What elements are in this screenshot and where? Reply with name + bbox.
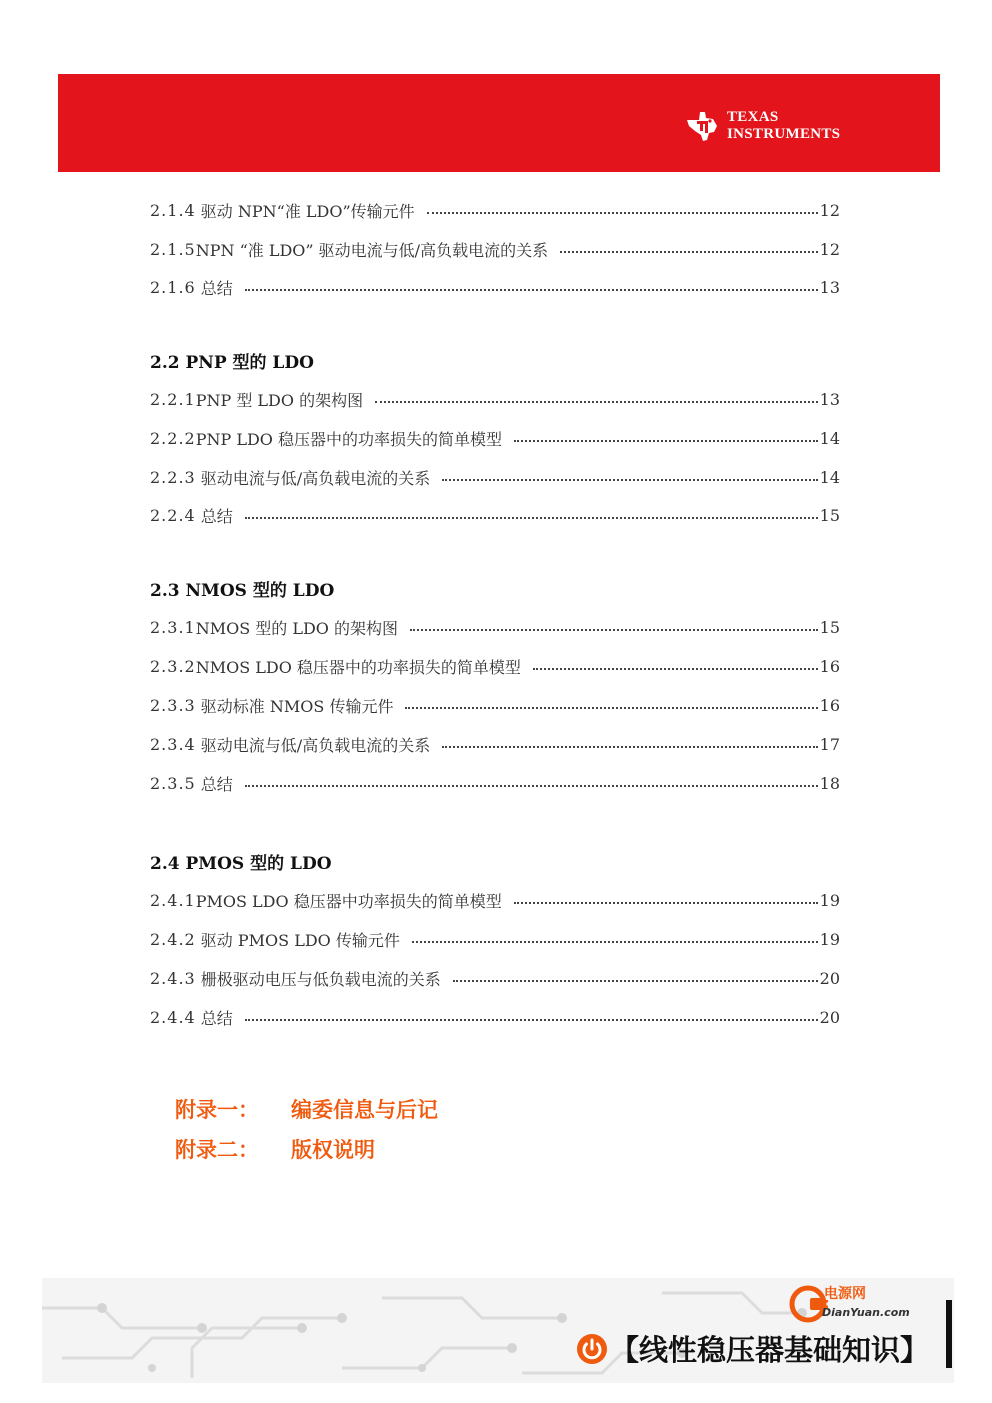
toc-number: 2.2.4 [150,505,196,525]
appendix-title: 编委信息与后记 [291,1098,438,1122]
toc-entry[interactable] [150,654,840,678]
toc-title: 栅极驱动电压与低负载电流的关系 [195,969,441,989]
toc-title: 总结 [195,774,233,794]
toc-entry[interactable] [150,732,840,756]
toc-page: 18 [819,773,840,793]
toc-leader [245,1017,818,1021]
toc-number: 2.1.5 [150,239,196,259]
toc-page: 14 [819,467,840,487]
toc-entry[interactable] [150,927,840,951]
toc-leader [453,978,818,982]
ti-logo-text [727,109,840,143]
toc-title: 总结 [195,278,233,298]
toc-title: 总结 [195,1008,233,1028]
toc-leader [410,627,818,631]
toc-number: 2.2.1 [150,389,196,409]
toc-number: 2.4.2 [150,929,196,949]
toc-entry[interactable] [150,198,840,222]
footer-divider [946,1300,952,1368]
toc-entry[interactable] [150,693,840,717]
ti-logo [683,104,853,148]
toc-number: 2.1.6 [150,277,196,297]
footer-title: 【线性稳压器基础知识】 [610,1333,930,1367]
toc-title: NPN “准 LDO” 驱动电流与低/高负载电流的关系 [195,240,549,260]
toc-leader [405,705,817,709]
toc-page: 16 [819,656,840,676]
toc-entry[interactable] [150,275,840,299]
toc-leader [514,438,818,442]
toc-number: 2.3.2 [150,656,196,676]
toc-page: 16 [819,695,840,715]
toc-entry[interactable] [150,426,840,450]
appendix-2[interactable] [175,1134,375,1164]
toc-entry[interactable] [150,888,840,912]
toc-page: 20 [819,968,840,988]
toc-title: PNP 型 LDO 的架构图 [195,390,364,410]
toc-title: NMOS LDO 稳压器中的功率损失的简单模型 [195,657,521,677]
toc-leader [245,287,818,291]
toc-page: 13 [819,277,840,297]
toc-number: 2.2.3 [150,467,196,487]
toc-title: 驱动 PMOS LDO 传输元件 [195,930,400,950]
toc-leader [245,783,818,787]
toc-number: 2.4.1 [150,890,196,910]
brand-name-en: DianYuan.com [822,1306,910,1319]
toc-entry[interactable] [150,966,840,990]
toc-title: 驱动电流与低/高负载电流的关系 [195,735,431,755]
toc-leader [442,744,817,748]
toc-page: 19 [819,929,840,949]
toc-leader [412,939,818,943]
toc-leader [442,477,817,481]
brand-name-cn: 电源网 [824,1286,866,1302]
toc-leader [560,249,818,253]
toc-title: PNP LDO 稳压器中的功率损失的简单模型 [195,429,502,449]
logo-line1: TEXAS [727,109,779,125]
section-heading-2-2[interactable]: 2.2 PNP 型的 LDO [150,353,314,373]
toc-page: 20 [819,1007,840,1027]
toc-page: 13 [819,389,840,409]
toc-number: 2.3.3 [150,695,196,715]
toc-entry[interactable] [150,1005,840,1029]
toc-leader [375,399,818,403]
appendix-label: 附录一： [175,1098,259,1122]
toc-page: 12 [819,200,840,220]
toc-title: PMOS LDO 稳压器中功率损失的简单模型 [195,891,502,911]
toc-title: 驱动标准 NMOS 传输元件 [195,696,394,716]
appendix-label: 附录二： [175,1138,259,1162]
toc-page: 17 [819,734,840,754]
power-icon [576,1333,608,1365]
toc-title: NMOS 型的 LDO 的架构图 [195,618,399,638]
toc-page: 15 [819,505,840,525]
ti-logo-icon [683,106,723,146]
toc-entry[interactable] [150,615,840,639]
toc-entry[interactable] [150,237,840,261]
toc-entry[interactable] [150,387,840,411]
toc-leader [514,900,818,904]
toc-leader [245,515,818,519]
toc-page: 19 [819,890,840,910]
toc-number: 2.2.2 [150,428,196,448]
toc-leader [427,210,818,214]
toc-number: 2.3.4 [150,734,196,754]
toc-page: 15 [819,617,840,637]
toc-number: 2.4.3 [150,968,196,988]
toc-number: 2.1.4 [150,200,196,220]
logo-line2: INSTRUMENTS [727,126,841,142]
toc-leader [533,666,818,670]
toc-number: 2.3.1 [150,617,196,637]
toc-page: 12 [819,239,840,259]
toc-title: 驱动 NPN“准 LDO”传输元件 [195,201,415,221]
toc-title: 总结 [195,506,233,526]
appendix-1[interactable] [175,1094,438,1124]
toc-entry[interactable] [150,771,840,795]
section-heading-2-3[interactable]: 2.3 NMOS 型的 LDO [150,581,335,601]
toc-number: 2.4.4 [150,1007,196,1027]
toc-entry[interactable] [150,465,840,489]
appendix-title: 版权说明 [291,1138,375,1162]
toc-entry[interactable] [150,503,840,527]
toc-page: 14 [819,428,840,448]
toc-title: 驱动电流与低/高负载电流的关系 [195,468,431,488]
section-heading-2-4[interactable]: 2.4 PMOS 型的 LDO [150,854,332,874]
toc-number: 2.3.5 [150,773,196,793]
